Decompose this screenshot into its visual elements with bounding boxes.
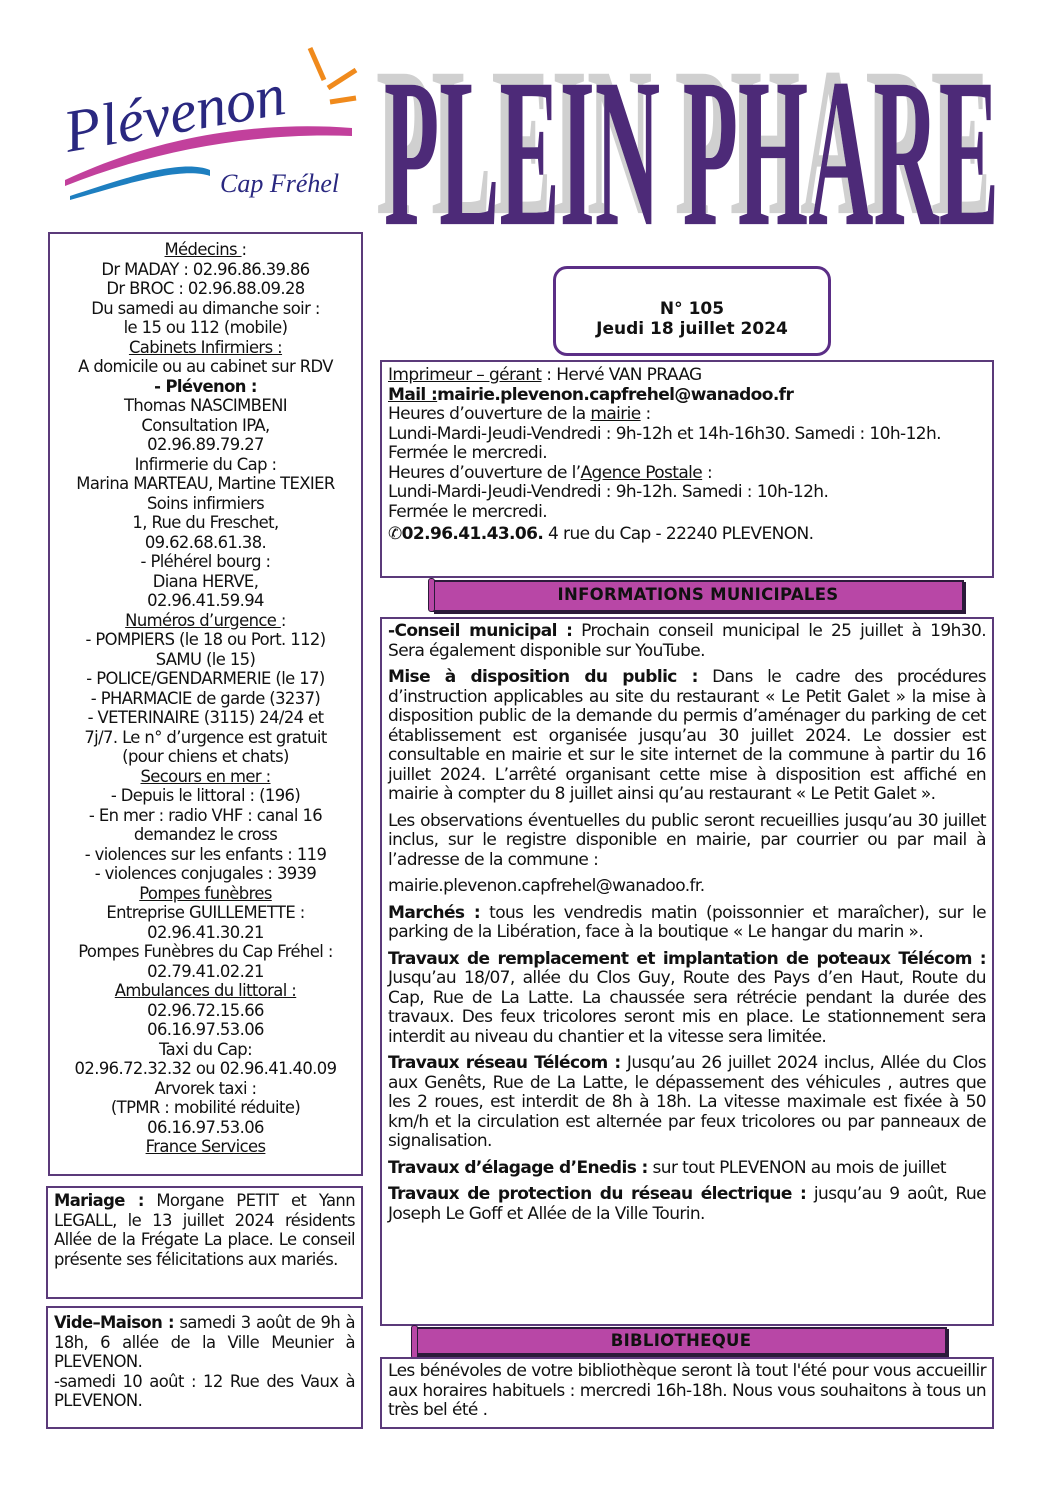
mariage-label: Mariage : <box>54 1191 144 1210</box>
sidebar-line-text: le 15 ou 112 (mobile) <box>123 318 288 337</box>
sidebar-line <box>50 806 361 826</box>
info-item-text: Prochain conseil municipal le 25 juillet à 19h30. Sera également disponible sur YouTube. <box>388 621 987 661</box>
sidebar-line-text: 02.96.89.79.27 <box>147 435 264 454</box>
agence-word: Agence Postale <box>580 462 703 483</box>
sidebar-line-text: 7j/7. Le n° d’urgence est gratuit <box>84 727 327 747</box>
sidebar-line <box>50 903 361 923</box>
sidebar-line <box>50 591 361 611</box>
sidebar-line <box>50 1001 361 1021</box>
sidebar-line <box>50 572 361 592</box>
info-item <box>388 877 986 897</box>
mairie-hours: Lundi-Mardi-Jeudi-Vendredi : 9h-12h et 14h-16h30. Samedi : 10h-12h. <box>388 423 941 444</box>
sidebar-line <box>50 552 361 572</box>
sidebar-line-text: 02.79.41.02.21 <box>147 961 264 981</box>
sidebar-line-text: (pour chiens et chats) <box>122 747 289 766</box>
info-item-text: sur tout PLEVENON au mois de juillet <box>647 1157 946 1178</box>
sidebar-line <box>50 299 361 319</box>
info-item <box>388 1054 986 1152</box>
sidebar-line-text: Numéros d’urgence <box>125 610 281 630</box>
agence-hours-label: Heures d’ouverture de l’ <box>388 462 581 483</box>
issue-number: N° 105 <box>659 299 725 319</box>
info-item-label: Marchés : <box>388 902 481 923</box>
sidebar-line <box>50 357 361 377</box>
sidebar-line-text: Ambulances du littoral : <box>114 981 297 1000</box>
sidebar-line-suffix: : <box>280 610 286 630</box>
plevenon-logo <box>60 40 360 200</box>
sidebar-line <box>50 1020 361 1040</box>
bibliotheque-box <box>380 1357 994 1429</box>
mariage-text: Morgane PETIT et Yann LEGALL, le 13 juillet 2024 résidents Allée de la Frégate La place. Le conseil présente ses félicitations aux mariés. <box>54 1191 356 1269</box>
sidebar-line-suffix: : <box>241 240 247 259</box>
sidebar-line <box>50 1079 361 1099</box>
sidebar-line <box>50 864 361 884</box>
infos-box <box>380 617 994 1326</box>
sidebar-line <box>50 494 361 514</box>
sidebar-line-text: (TPMR : mobilité réduite) <box>110 1098 301 1117</box>
info-item-text: tous les vendredis matin (poissonnier et maraîcher), sur le parking de la Libération, face à la boutique « Le hangar du marin ». <box>388 902 986 942</box>
sidebar-line <box>50 318 361 338</box>
sidebar-line-text: Cabinets Infirmiers : <box>128 337 283 357</box>
info-item-label: Travaux de remplacement et implantation de poteaux Télécom : <box>388 948 986 969</box>
sidebar-line-text: 09.62.68.61.38. <box>144 532 267 552</box>
useful-numbers-box <box>48 232 363 1176</box>
sidebar-line-text: 02.96.72.32.32 ou 02.96.41.40.09 <box>74 1059 337 1078</box>
sidebar-line <box>50 630 361 650</box>
sidebar-line <box>50 1118 361 1138</box>
sidebar-line <box>50 240 361 260</box>
sidebar-line <box>50 611 361 631</box>
issue-box <box>553 266 831 356</box>
info-item-label: Travaux d’élagage d’Enedis : <box>388 1157 648 1178</box>
info-item <box>388 1185 986 1224</box>
sidebar-line-text: Diana HERVE, <box>152 571 259 591</box>
sidebar-line-text: - Depuis le littoral : (196) <box>110 786 301 805</box>
phone-icon: ✆ <box>388 524 402 544</box>
sidebar-line-text: Dr MADAY : 02.96.86.39.86 <box>101 259 310 279</box>
sidebar-line-text: Consultation IPA, <box>141 415 270 435</box>
sidebar-line <box>50 708 361 728</box>
sidebar-line-text: - Pléhérel bourg : <box>140 552 271 571</box>
sidebar-line <box>50 474 361 494</box>
bibliotheque-banner: BIBLIOTHEQUE <box>415 1327 947 1355</box>
sidebar-line-text: Thomas NASCIMBENI <box>124 396 287 415</box>
sidebar-line <box>50 747 361 767</box>
sidebar-line-text: - Plévenon : <box>154 376 257 396</box>
sidebar-line <box>50 1137 361 1157</box>
sidebar-line-text: - VETERINAIRE (3115) 24/24 et <box>87 708 324 727</box>
sidebar-line-text: - En mer : radio VHF : canal 16 <box>88 805 323 825</box>
sidebar-line-text: - violences sur les enfants : 119 <box>84 844 327 864</box>
sidebar-line-text: Taxi du Cap: <box>158 1039 253 1059</box>
info-item <box>388 622 986 661</box>
logo-text: Plévenon <box>60 61 291 165</box>
sidebar-line <box>50 377 361 397</box>
mail-label: Mail : <box>388 384 438 405</box>
info-item-text: mairie.plevenon.capfrehel@wanadoo.fr. <box>388 876 705 896</box>
colon: : <box>702 462 713 483</box>
info-item-label: Mise à disposition du public : <box>388 667 698 687</box>
sidebar-line <box>50 884 361 904</box>
sidebar-line-text: Arvorek taxi : <box>154 1078 257 1098</box>
info-item <box>388 668 986 805</box>
info-item <box>388 1159 986 1179</box>
sidebar-line-text: 1, Rue du Freschet, <box>132 513 279 532</box>
sidebar-line <box>50 260 361 280</box>
sidebar-line-text: France Services <box>145 1137 266 1156</box>
vide-maison-text2: -samedi 10 août : 12 Rue des Vaux à PLEVENON. <box>54 1371 355 1410</box>
sidebar-line-text: Du samedi au dimanche soir : <box>91 298 320 318</box>
contact-box <box>380 360 994 578</box>
address: 4 rue du Cap - 22240 PLEVENON. <box>543 524 814 544</box>
mairie-closed: Fermée le mercredi. <box>388 443 548 463</box>
sidebar-line <box>50 1059 361 1079</box>
issue-date: Jeudi 18 juillet 2024 <box>596 319 788 339</box>
sidebar-line <box>50 1040 361 1060</box>
masthead-title <box>370 18 1010 268</box>
sidebar-line <box>50 728 361 748</box>
info-item <box>388 904 986 943</box>
info-item <box>388 812 986 871</box>
phone-number: 02.96.41.43.06. <box>401 524 544 544</box>
vide-maison-label: Vide–Maison : <box>54 1313 174 1332</box>
sidebar-line <box>50 533 361 553</box>
mairie-hours-label: Heures d’ouverture de la <box>388 404 591 424</box>
sidebar-line <box>50 669 361 689</box>
sidebar-line <box>50 650 361 670</box>
sidebar-line-text: 06.16.97.53.06 <box>147 1020 264 1039</box>
mail-value[interactable]: mairie.plevenon.capfrehel@wanadoo.fr <box>437 384 794 405</box>
agence-closed: Fermée le mercredi. <box>388 501 548 522</box>
agence-hours: Lundi-Mardi-Jeudi-Vendredi : 9h-12h. Samedi : 10h-12h. <box>388 482 829 502</box>
info-item-label: Travaux réseau Télécom : <box>388 1053 621 1073</box>
sidebar-line-text: - POMPIERS (le 18 ou Port. 112) <box>85 630 326 649</box>
sidebar-line-text: Pompes Funèbres du Cap Fréhel : <box>78 942 333 961</box>
sidebar-line-text: Marina MARTEAU, Martine TEXIER <box>76 474 335 493</box>
info-item-text: Dans le cadre des procédures d’instruction applicables au site du restaurant « Le Petit Galet » la mise à disposition public de la demande du permis d’aménager du parking de cet établissement est organisée jusqu’au 30 juillet 2024. Le dossier est consultable en mairie et sur le site internet de la commune à partir du 16 juillet 2024. L’arrêté organisant cette mise à disposition est affiché en mairie à compter du 8 juillet ainsi qu’au restaurant « Le Petit Galet ». <box>388 667 986 804</box>
printer-label: Imprimeur – gérant <box>388 365 542 385</box>
sidebar-line <box>50 981 361 1001</box>
bibliotheque-text: Les bénévoles de votre bibliothèque seront là tout l'été pour vous accueillir aux horaires habituels : mercredi 16h-18h. Nous vous souhaitons à tous un très bel été . <box>388 1361 986 1420</box>
sidebar-line-text: demandez le cross <box>133 825 278 844</box>
sidebar-line <box>50 845 361 865</box>
sidebar-line-text: A domicile ou au cabinet sur RDV <box>78 357 333 376</box>
info-item-text: Jusqu’au 18/07, allée du Clos Guy, Route des Pays d’en Haut, Route du Cap, Rue de La Latte. La chaussée sera rétrécie pendant la durée des travaux. Des feux tricolores seront mis en place. Le stationnement sera interdit au niveau du chantier et la vitesse sera limitée. <box>388 968 986 1047</box>
vide-maison-text: samedi 3 août de 9h à 18h, 6 allée de la Ville Meunier à PLEVENON. <box>54 1313 355 1371</box>
sidebar-line-text: Médecins <box>164 240 242 259</box>
sidebar-line <box>50 923 361 943</box>
sidebar-line-text: - violences conjugales : 3939 <box>94 864 317 883</box>
sidebar-line-text: Secours en mer : <box>140 766 271 786</box>
sidebar-line-text: Soins infirmiers <box>146 493 265 513</box>
info-item-text: jusqu’au 9 août, Rue Joseph Le Goff et Allée de la Ville Tourin. <box>388 1184 986 1224</box>
sidebar-line-text: 02.96.41.30.21 <box>147 922 264 942</box>
mairie-word: mairie <box>590 404 641 424</box>
info-item <box>388 950 986 1048</box>
sidebar-line-text: 02.96.41.59.94 <box>147 591 264 610</box>
sidebar-line <box>50 962 361 982</box>
logo-subtitle: Cap Fréhel <box>220 169 340 198</box>
mariage-box <box>46 1186 363 1299</box>
sidebar-line <box>50 1098 361 1118</box>
sidebar-line-text: Entreprise GUILLEMETTE : <box>106 903 305 922</box>
sidebar-line <box>50 396 361 416</box>
sidebar-line-text: Infirmerie du Cap : <box>134 454 277 474</box>
sidebar-line <box>50 767 361 787</box>
sidebar-line <box>50 416 361 436</box>
sidebar-line-text: SAMU (le 15) <box>155 649 256 669</box>
sidebar-line-text: 02.96.72.15.66 <box>147 1000 264 1020</box>
info-item-text: Jusqu’au 26 juillet 2024 inclus, Allée du Clos aux Genêts, Rue de La Latte, le dépassement des véhicules , autres que les 2 roues, est interdit de 8h à 18h. La vitesse maximale est fixée à 50 km/h et la circulation est alternée par feux tricolores ou par panneaux de signalisation. <box>388 1053 986 1151</box>
title-main: PLEIN PHARE <box>384 34 999 268</box>
vide-maison-box <box>46 1306 363 1429</box>
sidebar-line <box>50 825 361 845</box>
sidebar-line <box>50 455 361 475</box>
sidebar-line-text: Dr BROC : 02.96.88.09.28 <box>106 279 305 298</box>
sidebar-line <box>50 435 361 455</box>
printer-value: : Hervé VAN PRAAG <box>541 365 702 385</box>
sidebar-line <box>50 279 361 299</box>
infos-banner: INFORMATIONS MUNICIPALES <box>432 580 964 612</box>
sidebar-line <box>50 338 361 358</box>
info-item-label: Travaux de protection du réseau électrique : <box>388 1184 807 1204</box>
sidebar-line <box>50 513 361 533</box>
sidebar-line-text: - POLICE/GENDARMERIE (le 17) <box>86 669 325 688</box>
sidebar-line <box>50 689 361 709</box>
sidebar-line-text: Pompes funèbres <box>139 883 272 903</box>
sidebar-line-text: - PHARMACIE de garde (3237) <box>90 688 321 708</box>
info-item-text: Les observations éventuelles du public seront recueillies jusqu’au 30 juillet inclus, sur le registre disponible en mairie, par courrier ou par mail à l’adresse de la commune : <box>388 810 986 870</box>
sidebar-line <box>50 786 361 806</box>
info-item-label: -Conseil municipal : <box>388 621 573 641</box>
sidebar-line-text: 06.16.97.53.06 <box>147 1117 264 1137</box>
sidebar-line <box>50 942 361 962</box>
colon: : <box>640 404 651 424</box>
